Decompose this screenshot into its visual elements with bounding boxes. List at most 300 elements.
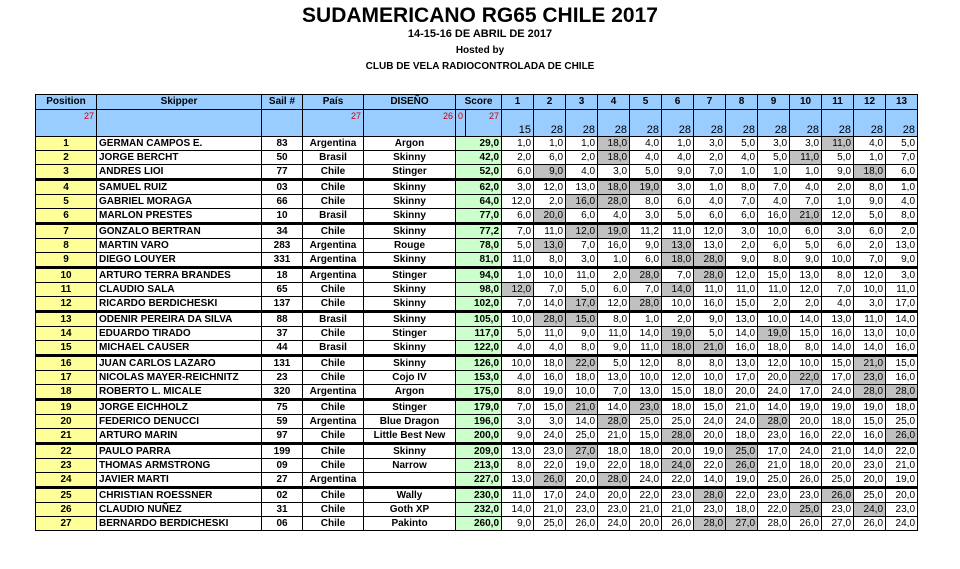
skipper-cell: GONZALO BERTRAN — [97, 224, 262, 239]
race-cell: 16,0 — [598, 239, 630, 253]
score-cell: 117,0 — [456, 327, 502, 341]
position-cell: 20 — [36, 415, 97, 429]
race-cell: 26,0 — [790, 517, 822, 531]
race-cell: 16,0 — [822, 327, 854, 341]
race-cell: 27,0 — [822, 517, 854, 531]
race-cell: 8,0 — [566, 341, 598, 356]
sail-cell: 06 — [262, 517, 303, 531]
race-cell: 9,0 — [822, 165, 854, 180]
race-cell: 14,0 — [726, 327, 758, 341]
position-cell: 16 — [36, 356, 97, 371]
race-cell: 7,0 — [662, 268, 694, 283]
race-cell: 24,0 — [854, 503, 886, 517]
race-cell: 1,0 — [598, 253, 630, 268]
pais-cell: Chile — [303, 444, 364, 459]
column-header: DISEÑO — [364, 95, 456, 110]
header-row — [36, 95, 918, 110]
race-cell: 6,0 — [758, 239, 790, 253]
score-cell: 260,0 — [456, 517, 502, 531]
table-row — [36, 224, 918, 239]
score-cell: 227,0 — [456, 473, 502, 488]
race-cell: 1,0 — [566, 137, 598, 151]
race-cell: 19,0 — [566, 459, 598, 473]
sail-count — [262, 110, 303, 137]
race-cell: 1,0 — [694, 180, 726, 195]
sail-cell: 320 — [262, 385, 303, 400]
diseno-cell: Skinny — [364, 312, 456, 327]
race-cell: 7,0 — [790, 195, 822, 209]
sail-cell: 77 — [262, 165, 303, 180]
race-cell: 14,0 — [758, 400, 790, 415]
race-cell: 8,0 — [662, 356, 694, 371]
score-cell: 153,0 — [456, 371, 502, 385]
race-cell: 10,0 — [630, 371, 662, 385]
race-entries: 28 — [854, 110, 886, 137]
race-cell: 22,0 — [662, 473, 694, 488]
race-cell: 8,0 — [502, 459, 534, 473]
race-cell: 28,0 — [694, 517, 726, 531]
score-count: 27 — [466, 110, 502, 137]
race-cell: 28,0 — [598, 195, 630, 209]
race-cell: 1,0 — [790, 165, 822, 180]
race-cell: 15,0 — [790, 327, 822, 341]
race-cell: 1,0 — [534, 137, 566, 151]
sail-cell: 331 — [262, 253, 303, 268]
sail-cell: 44 — [262, 341, 303, 356]
skipper-count — [97, 110, 262, 137]
race-cell: 18,0 — [662, 253, 694, 268]
race-cell: 19,0 — [886, 473, 918, 488]
column-header: 7 — [694, 95, 726, 110]
pais-cell: Argentina — [303, 473, 364, 488]
race-cell: 4,0 — [694, 195, 726, 209]
race-cell: 17,0 — [790, 385, 822, 400]
race-cell: 11,0 — [534, 224, 566, 239]
race-cell: 14,0 — [630, 327, 662, 341]
race-cell: 18,0 — [758, 341, 790, 356]
race-cell: 3,0 — [854, 297, 886, 312]
diseno-cell: Skinny — [364, 180, 456, 195]
results-table — [35, 94, 918, 531]
race-cell: 18,0 — [534, 356, 566, 371]
pais-cell: Chile — [303, 517, 364, 531]
race-cell: 18,0 — [598, 151, 630, 165]
race-cell: 13,0 — [534, 239, 566, 253]
race-cell: 19,0 — [822, 400, 854, 415]
race-cell: 26,0 — [726, 459, 758, 473]
score-cell: 102,0 — [456, 297, 502, 312]
race-cell: 10,0 — [566, 385, 598, 400]
race-cell: 17,0 — [566, 297, 598, 312]
race-cell: 23,0 — [854, 371, 886, 385]
race-cell: 4,0 — [502, 371, 534, 385]
race-cell: 27,0 — [726, 517, 758, 531]
race-cell: 18,0 — [630, 459, 662, 473]
race-cell: 24,0 — [790, 444, 822, 459]
race-cell: 24,0 — [822, 385, 854, 400]
race-cell: 22,0 — [534, 459, 566, 473]
race-cell: 4,0 — [566, 165, 598, 180]
race-cell: 25,0 — [630, 415, 662, 429]
position-cell: 1 — [36, 137, 97, 151]
race-entries: 28 — [662, 110, 694, 137]
race-cell: 15,0 — [822, 356, 854, 371]
race-entries: 28 — [886, 110, 918, 137]
column-header: 9 — [758, 95, 790, 110]
race-cell: 13,0 — [502, 444, 534, 459]
race-cell: 2,0 — [886, 224, 918, 239]
skipper-cell: RICARDO BERDICHESKI — [97, 297, 262, 312]
race-cell: 21,0 — [566, 400, 598, 415]
race-cell: 24,0 — [694, 415, 726, 429]
race-cell: 27,0 — [566, 444, 598, 459]
race-cell: 19,0 — [854, 400, 886, 415]
table-row — [36, 400, 918, 415]
race-cell: 23,0 — [630, 400, 662, 415]
race-cell: 6,0 — [502, 165, 534, 180]
position-cell: 13 — [36, 312, 97, 327]
diseno-cell: Stinger — [364, 165, 456, 180]
race-cell: 7,0 — [502, 224, 534, 239]
race-cell: 7,0 — [854, 253, 886, 268]
column-header: 1 — [502, 95, 534, 110]
diseno-cell: Wally — [364, 488, 456, 503]
race-cell: 4,0 — [598, 209, 630, 224]
column-header: 11 — [822, 95, 854, 110]
race-cell: 11,0 — [502, 488, 534, 503]
diseno-count: 26 — [364, 110, 456, 137]
sail-cell: 10 — [262, 209, 303, 224]
race-entries: 28 — [822, 110, 854, 137]
diseno-cell: Goth XP — [364, 503, 456, 517]
race-cell: 23,0 — [598, 503, 630, 517]
pais-cell: Argentina — [303, 268, 364, 283]
race-cell: 15,0 — [566, 312, 598, 327]
column-header: Score — [456, 95, 502, 110]
race-cell: 25,0 — [662, 415, 694, 429]
skipper-cell: CHRISTIAN ROESSNER — [97, 488, 262, 503]
race-cell: 19,0 — [598, 224, 630, 239]
race-entries: 28 — [630, 110, 662, 137]
race-cell: 13,0 — [502, 473, 534, 488]
sail-cell: 02 — [262, 488, 303, 503]
skipper-cell: MICHAEL CAUSER — [97, 341, 262, 356]
race-cell: 15,0 — [662, 385, 694, 400]
race-cell: 13,0 — [566, 180, 598, 195]
race-cell: 18,0 — [598, 444, 630, 459]
race-cell: 8,0 — [534, 253, 566, 268]
race-entries: 28 — [726, 110, 758, 137]
race-cell: 19,0 — [694, 444, 726, 459]
pais-cell: Chile — [303, 195, 364, 209]
race-cell: 13,0 — [886, 239, 918, 253]
race-cell: 1,0 — [726, 165, 758, 180]
race-cell: 6,0 — [598, 283, 630, 297]
race-cell: 2,0 — [662, 312, 694, 327]
race-cell: 15,0 — [534, 400, 566, 415]
race-cell: 28,0 — [630, 268, 662, 283]
pais-cell: Chile — [303, 371, 364, 385]
race-entries: 28 — [790, 110, 822, 137]
race-cell: 24,0 — [566, 488, 598, 503]
race-cell: 10,0 — [502, 312, 534, 327]
score-cell: 81,0 — [456, 253, 502, 268]
pais-cell: Chile — [303, 224, 364, 239]
race-cell: 5,0 — [566, 283, 598, 297]
skipper-cell: ARTURO MARIN — [97, 429, 262, 444]
race-cell: 14,0 — [566, 415, 598, 429]
race-cell: 18,0 — [822, 415, 854, 429]
skipper-cell: SAMUEL RUIZ — [97, 180, 262, 195]
position-cell: 15 — [36, 341, 97, 356]
position-cell: 3 — [36, 165, 97, 180]
table-row — [36, 488, 918, 503]
race-cell: 9,0 — [502, 517, 534, 531]
race-cell: 9,0 — [534, 165, 566, 180]
race-cell: 1,0 — [662, 137, 694, 151]
table-row — [36, 137, 918, 151]
table-row — [36, 312, 918, 327]
column-header: Sail # — [262, 95, 303, 110]
race-cell: 20,0 — [886, 488, 918, 503]
race-cell: 2,0 — [854, 239, 886, 253]
race-cell: 11,0 — [822, 137, 854, 151]
sail-cell: 131 — [262, 356, 303, 371]
race-entries: 28 — [534, 110, 566, 137]
race-cell: 13,0 — [790, 268, 822, 283]
race-cell: 14,0 — [822, 341, 854, 356]
race-cell: 19,0 — [758, 327, 790, 341]
race-cell: 11,2 — [630, 224, 662, 239]
race-entries: 28 — [758, 110, 790, 137]
race-entries: 28 — [694, 110, 726, 137]
sail-cell: 18 — [262, 268, 303, 283]
event-dates: 14-15-16 DE ABRIL DE 2017 — [407, 28, 553, 40]
race-cell: 24,0 — [758, 385, 790, 400]
race-cell: 8,0 — [726, 180, 758, 195]
race-cell: 20,0 — [790, 415, 822, 429]
race-cell: 16,0 — [566, 195, 598, 209]
race-cell: 21,0 — [630, 503, 662, 517]
race-cell: 5,0 — [822, 151, 854, 165]
diseno-cell: Cojo IV — [364, 371, 456, 385]
score-cell: 94,0 — [456, 268, 502, 283]
race-cell: 15,0 — [854, 415, 886, 429]
position-cell: 24 — [36, 473, 97, 488]
diseno-cell: Skinny — [364, 151, 456, 165]
position-cell: 8 — [36, 239, 97, 253]
score-cell: 232,0 — [456, 503, 502, 517]
race-cell: 11,0 — [726, 283, 758, 297]
race-cell: 22,0 — [598, 459, 630, 473]
position-cell: 25 — [36, 488, 97, 503]
race-cell: 16,0 — [694, 297, 726, 312]
race-cell: 9,0 — [726, 253, 758, 268]
column-header: 2 — [534, 95, 566, 110]
race-cell: 7,0 — [822, 283, 854, 297]
race-cell: 25,0 — [790, 503, 822, 517]
column-header: 5 — [630, 95, 662, 110]
race-cell: 28,0 — [598, 415, 630, 429]
race-cell: 10,0 — [534, 268, 566, 283]
race-cell: 4,0 — [630, 137, 662, 151]
host-club: CLUB DE VELA RADIOCONTROLADA DE CHILE — [365, 61, 595, 72]
score-cell: 126,0 — [456, 356, 502, 371]
score-cell: 196,0 — [456, 415, 502, 429]
pais-cell: Brasil — [303, 312, 364, 327]
race-cell: 23,0 — [662, 488, 694, 503]
score-cell: 78,0 — [456, 239, 502, 253]
race-cell: 2,0 — [502, 151, 534, 165]
race-cell: 9,0 — [662, 165, 694, 180]
race-cell: 21,0 — [662, 503, 694, 517]
sail-cell: 97 — [262, 429, 303, 444]
position-cell: 22 — [36, 444, 97, 459]
results-body — [36, 137, 918, 531]
sail-cell: 23 — [262, 371, 303, 385]
race-cell: 20,0 — [758, 371, 790, 385]
race-cell: 25,0 — [854, 488, 886, 503]
race-cell: 24,0 — [662, 459, 694, 473]
sail-cell: 66 — [262, 195, 303, 209]
table-row — [36, 459, 918, 473]
race-cell: 20,0 — [822, 459, 854, 473]
race-cell: 13,0 — [598, 371, 630, 385]
skipper-cell: JORGE BERCHT — [97, 151, 262, 165]
race-cell: 17,0 — [534, 488, 566, 503]
page-title: SUDAMERICANO RG65 CHILE 2017 — [302, 4, 658, 27]
count-row — [36, 110, 918, 137]
skipper-cell: ARTURO TERRA BRANDES — [97, 268, 262, 283]
race-cell: 19,0 — [662, 327, 694, 341]
race-cell: 12,0 — [854, 268, 886, 283]
race-cell: 22,0 — [726, 488, 758, 503]
table-row — [36, 165, 918, 180]
race-cell: 14,0 — [854, 444, 886, 459]
pais-cell: Brasil — [303, 151, 364, 165]
race-cell: 28,0 — [694, 253, 726, 268]
race-cell: 3,0 — [886, 268, 918, 283]
position-cell: 18 — [36, 385, 97, 400]
sail-cell: 65 — [262, 283, 303, 297]
race-cell: 17,0 — [758, 444, 790, 459]
race-cell: 20,0 — [598, 488, 630, 503]
diseno-cell: Skinny — [364, 444, 456, 459]
race-cell: 21,0 — [598, 429, 630, 444]
race-cell: 2,0 — [790, 297, 822, 312]
diseno-cell: Skinny — [364, 341, 456, 356]
race-cell: 12,0 — [502, 283, 534, 297]
race-cell: 23,0 — [534, 444, 566, 459]
sail-cell: 199 — [262, 444, 303, 459]
race-cell: 17,0 — [726, 371, 758, 385]
race-cell: 20,0 — [694, 429, 726, 444]
race-cell: 2,0 — [534, 195, 566, 209]
race-cell: 12,0 — [822, 209, 854, 224]
sail-cell: 283 — [262, 239, 303, 253]
position-cell: 11 — [36, 283, 97, 297]
race-cell: 24,0 — [534, 429, 566, 444]
race-cell: 12,0 — [534, 180, 566, 195]
race-cell: 4,0 — [790, 180, 822, 195]
race-cell: 18,0 — [630, 444, 662, 459]
position-cell: 17 — [36, 371, 97, 385]
race-cell: 6,0 — [534, 151, 566, 165]
race-cell: 10,0 — [854, 283, 886, 297]
pais-cell: Argentina — [303, 253, 364, 268]
race-cell: 16,0 — [886, 341, 918, 356]
sail-cell: 75 — [262, 400, 303, 415]
race-cell: 13,0 — [694, 239, 726, 253]
race-cell: 25,0 — [886, 415, 918, 429]
race-cell: 26,0 — [790, 473, 822, 488]
race-cell: 23,0 — [694, 503, 726, 517]
race-cell: 5,0 — [726, 137, 758, 151]
race-cell: 10,0 — [886, 327, 918, 341]
diseno-cell: Little Best New — [364, 429, 456, 444]
race-cell: 2,0 — [694, 151, 726, 165]
race-cell: 23,0 — [854, 459, 886, 473]
race-cell: 6,0 — [854, 224, 886, 239]
race-cell: 10,0 — [822, 253, 854, 268]
race-cell: 21,0 — [726, 400, 758, 415]
score-cell: 98,0 — [456, 283, 502, 297]
race-cell: 12,0 — [566, 224, 598, 239]
race-cell: 9,0 — [630, 239, 662, 253]
race-cell: 2,0 — [598, 268, 630, 283]
pais-cell: Chile — [303, 327, 364, 341]
sail-cell: 03 — [262, 180, 303, 195]
race-cell: 22,0 — [758, 503, 790, 517]
race-cell: 5,0 — [886, 137, 918, 151]
pais-cell: Chile — [303, 459, 364, 473]
race-cell: 18,0 — [854, 165, 886, 180]
race-cell: 10,0 — [790, 356, 822, 371]
race-cell: 4,0 — [758, 195, 790, 209]
table-row — [36, 473, 918, 488]
race-cell: 20,0 — [726, 385, 758, 400]
race-cell: 6,0 — [502, 209, 534, 224]
race-cell: 6,0 — [566, 209, 598, 224]
race-cell: 13,0 — [822, 312, 854, 327]
race-cell: 1,0 — [854, 151, 886, 165]
race-cell: 4,0 — [662, 151, 694, 165]
race-cell: 2,0 — [566, 151, 598, 165]
position-cell: 19 — [36, 400, 97, 415]
pais-cell: Chile — [303, 283, 364, 297]
race-cell: 12,0 — [758, 356, 790, 371]
race-cell: 8,0 — [822, 268, 854, 283]
pais-cell: Chile — [303, 503, 364, 517]
race-cell: 28,0 — [758, 517, 790, 531]
race-cell: 22,0 — [822, 429, 854, 444]
race-cell: 14,0 — [598, 400, 630, 415]
race-entries: 28 — [598, 110, 630, 137]
race-cell: 24,0 — [726, 415, 758, 429]
position-cell: 4 — [36, 180, 97, 195]
skipper-cell: GERMAN CAMPOS E. — [97, 137, 262, 151]
race-cell: 17,0 — [822, 371, 854, 385]
race-cell: 7,0 — [694, 165, 726, 180]
race-cell: 19,0 — [534, 385, 566, 400]
table-row — [36, 209, 918, 224]
race-cell: 17,0 — [886, 297, 918, 312]
race-cell: 14,0 — [694, 473, 726, 488]
race-cell: 20,0 — [630, 517, 662, 531]
score-cell: 105,0 — [456, 312, 502, 327]
race-cell: 11,0 — [662, 224, 694, 239]
table-row — [36, 327, 918, 341]
